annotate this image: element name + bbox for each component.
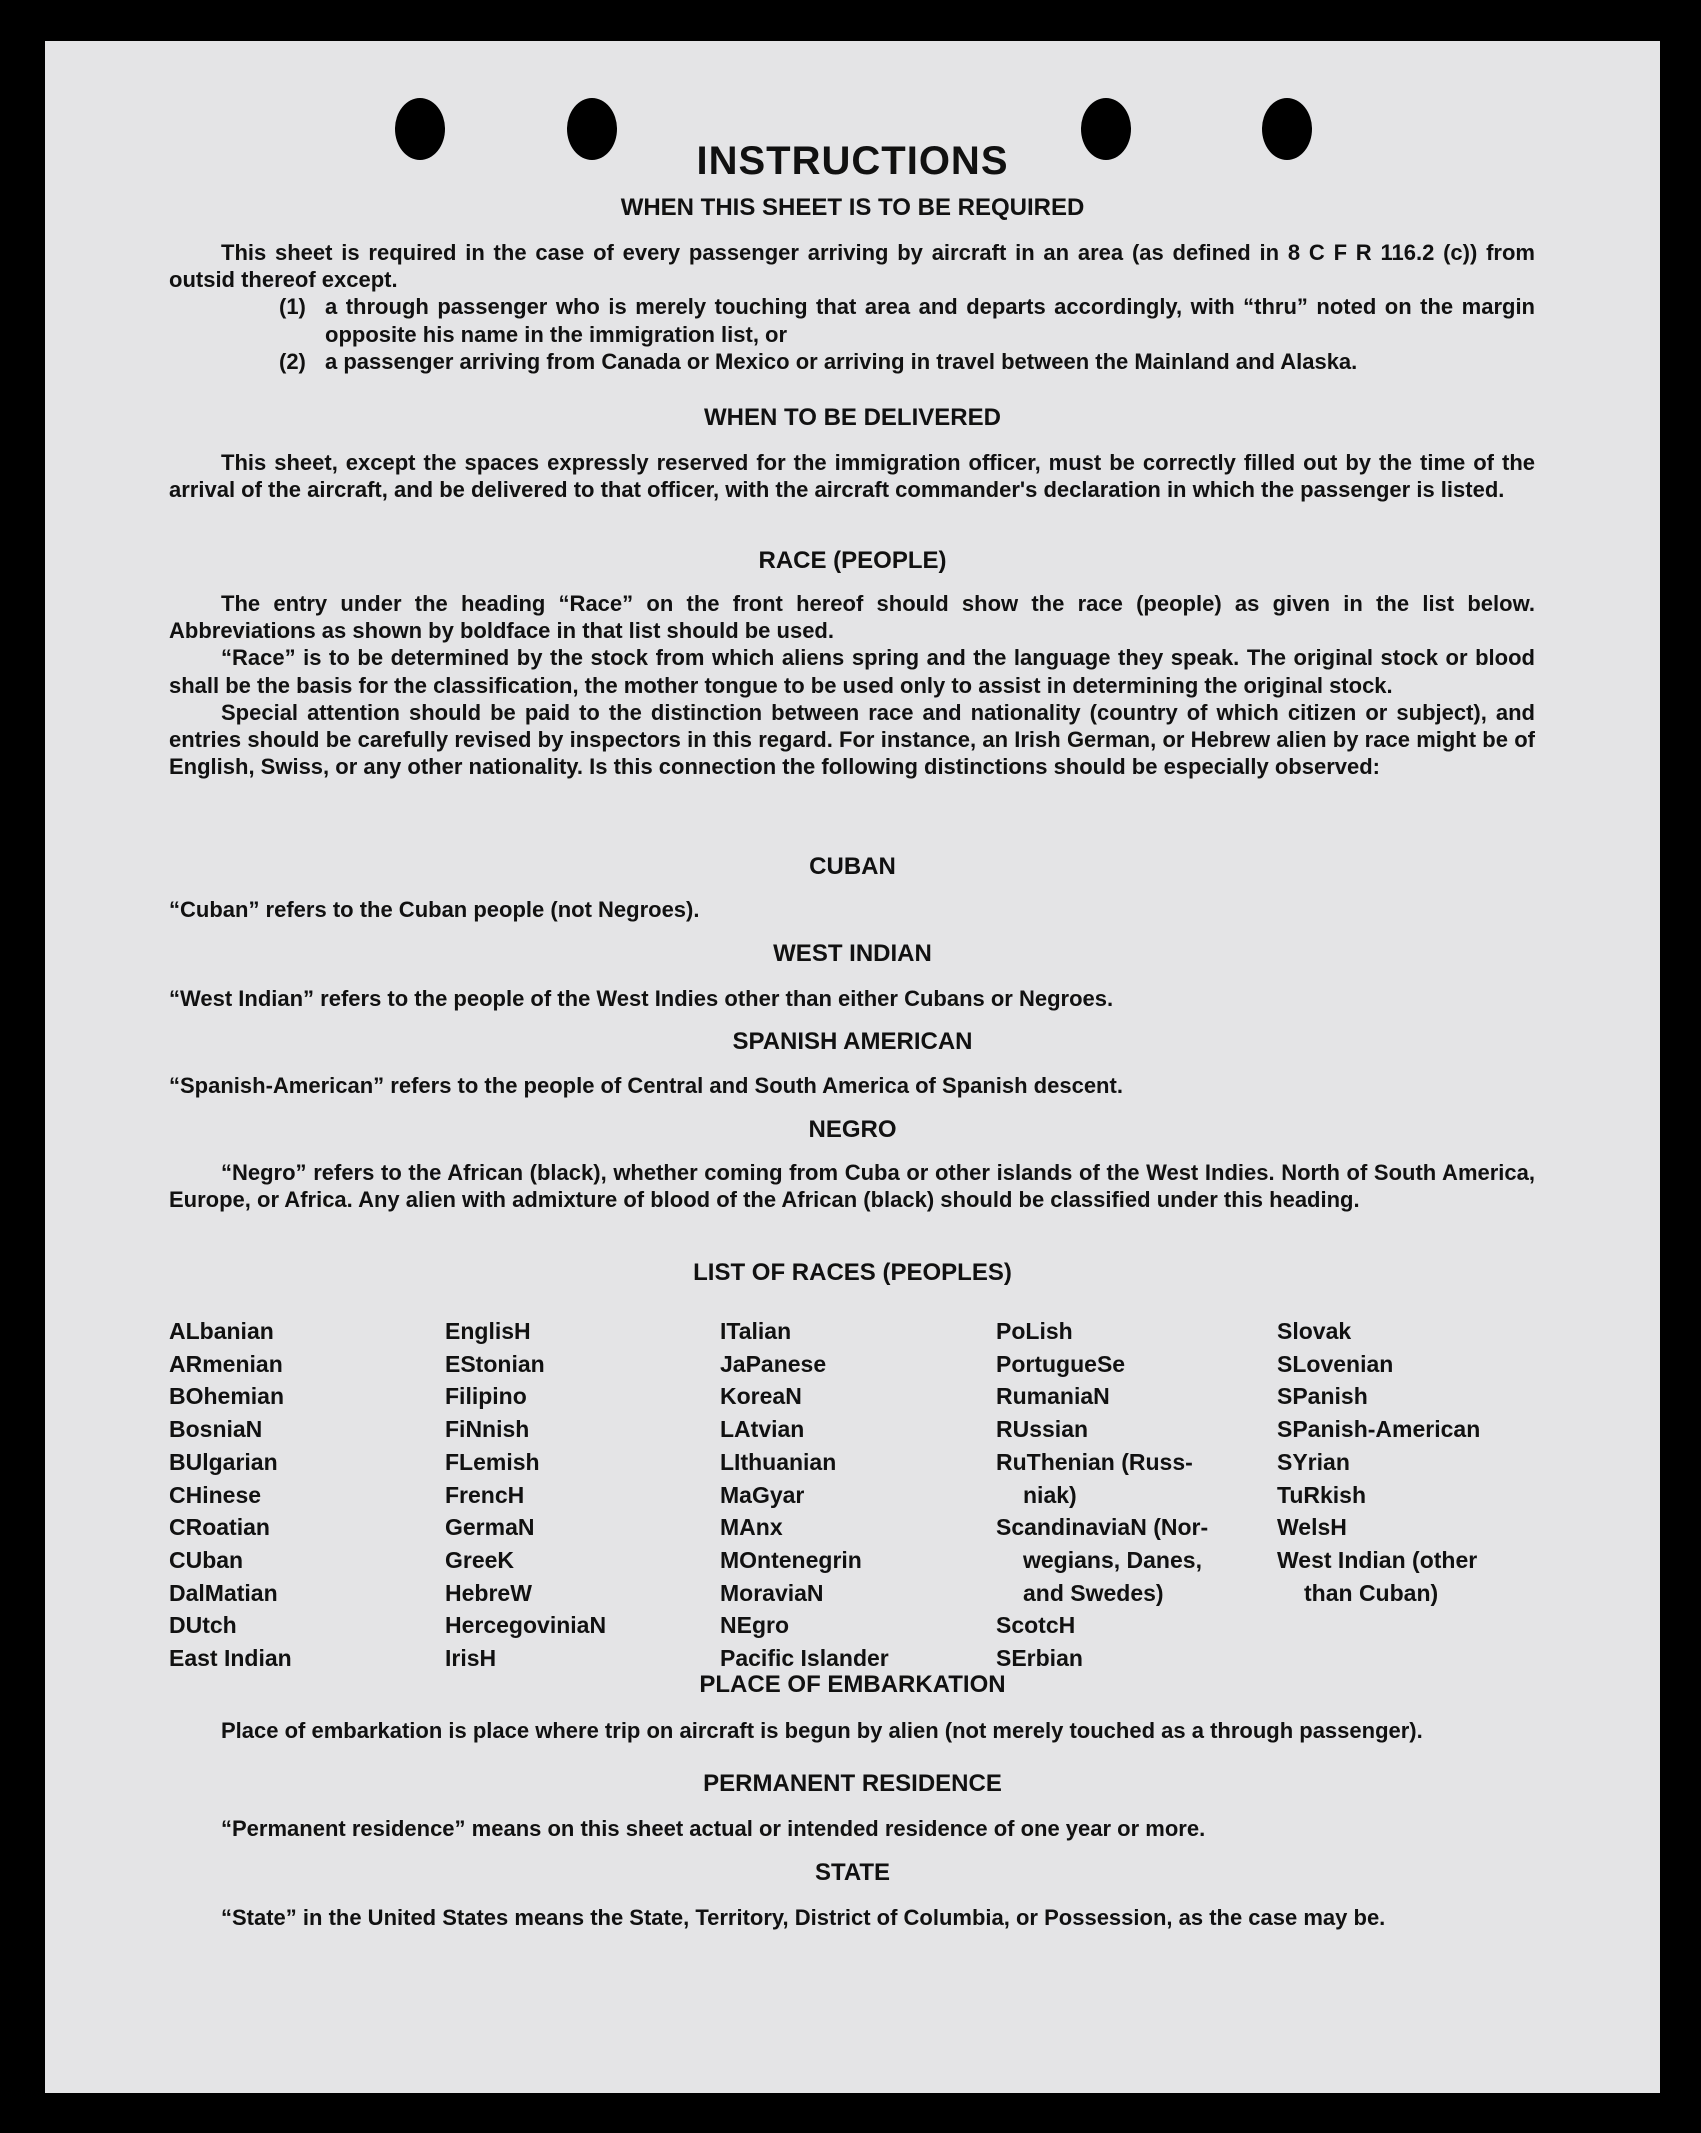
race-item: WelsH <box>1277 1514 1347 1541</box>
race-item: SYrian <box>1277 1448 1350 1475</box>
race-item: EnglisH <box>445 1318 531 1344</box>
heading-required: WHEN THIS SHEET IS TO BE REQUIRED <box>620 194 1085 221</box>
race-item: MAnx <box>720 1514 783 1541</box>
race-item: BosniaN <box>169 1416 263 1443</box>
race-item: HercegoviniaN <box>445 1612 607 1639</box>
section-required <box>169 239 1535 375</box>
heading-list-of-races: LIST OF RACES (PEOPLES) <box>693 1259 1012 1286</box>
spanish-american-text: “Spanish-American” refers to the people of Central and South America of Spanish descent. <box>169 1073 1123 1098</box>
west-indian-text: “West Indian” refers to the people of the West Indies other than either Cubans or Negroes. <box>169 986 1114 1011</box>
item-number: (2) <box>279 348 306 374</box>
race-item: FLemish <box>445 1448 540 1475</box>
race-item: PoLish <box>996 1318 1073 1344</box>
embarkation-text <box>169 1717 1535 1744</box>
race-item: SLovenian <box>1277 1350 1394 1377</box>
paragraph: “State” in the United States means the State, Territory, District of Columbia, or Possession, as the case may be. <box>221 1905 1386 1930</box>
item-number: (1) <box>279 294 306 320</box>
delivered-text <box>169 449 1535 503</box>
races-column-2 <box>445 1315 606 1675</box>
race-item: RuThenian (Russ- <box>996 1448 1193 1475</box>
race-item: FiNnish <box>445 1416 530 1443</box>
race-item: IrisH <box>445 1645 497 1672</box>
negro-text <box>169 1159 1535 1213</box>
heading-west-indian: WEST INDIAN <box>773 940 932 967</box>
item-text: a passenger arriving from Canada or Mexico or arriving in travel between the Mainland and Alaska. <box>325 348 1358 374</box>
race-item: MaGyar <box>720 1481 805 1508</box>
page-title: INSTRUCTIONS <box>696 139 1009 183</box>
cuban-text: “Cuban” refers to the Cuban people (not Negroes). <box>169 897 700 922</box>
race-item: CUban <box>169 1546 244 1573</box>
race-item: BOhemian <box>169 1383 285 1410</box>
paragraph: The entry under the heading “Race” on the front hereof should show the race (people) as given in the list below. Abbreviations as shown by boldface in that list should be used. <box>169 591 1535 644</box>
race-item: ScotcH <box>996 1612 1076 1639</box>
race-item: PortugueSe <box>996 1350 1126 1377</box>
paragraph: “Negro” refers to the African (black), whether coming from Cuba or other islands of the West Indies. North of South America, Europe, or Africa. Any alien with admixture of blood of the African (black) should be classified under this heading. <box>169 1160 1535 1213</box>
races-column-3 <box>720 1315 889 1675</box>
race-item: BUlgarian <box>169 1448 278 1475</box>
document-page <box>45 41 1660 2093</box>
race-item: CRoatian <box>169 1514 270 1541</box>
paragraph: “Permanent residence” means on this sheet actual or intended residence of one year or more. <box>221 1816 1206 1841</box>
race-item: ScandinaviaN (Nor- <box>996 1514 1209 1541</box>
heading-spanish-american: SPANISH AMERICAN <box>732 1028 973 1055</box>
race-item: ITalian <box>720 1318 792 1344</box>
race-item-continued: niak) <box>1023 1481 1077 1508</box>
race-item-continued: and Swedes) <box>1023 1579 1164 1606</box>
race-item: MoraviaN <box>720 1579 824 1606</box>
required-intro: This sheet is required in the case of every passenger arriving by aircraft in an area (as defined in 8 C F R 116.2 (c)) from outsid thereof except. <box>169 240 1535 293</box>
race-item: KoreaN <box>720 1383 802 1410</box>
paragraph: Special attention should be paid to the distinction between race and nationality (country of which citizen or subject), and entries should be carefully revised by inspectors in this regard. For instance, an Irish German, or Hebrew alien by race might be of English, Swiss, or any other nationality. Is this connection the following distinctions should be especially observed: <box>169 699 1535 780</box>
race-item-continued: than Cuban) <box>1304 1579 1439 1606</box>
race-item-continued: wegians, Danes, <box>1023 1546 1202 1573</box>
race-item: FrencH <box>445 1481 525 1508</box>
race-item: DalMatian <box>169 1579 278 1606</box>
race-item: East Indian <box>169 1645 292 1672</box>
race-item: SPanish <box>1277 1383 1368 1410</box>
race-item: West Indian (other <box>1277 1546 1478 1573</box>
race-item: JaPanese <box>720 1350 827 1377</box>
heading-race: RACE (PEOPLE) <box>758 547 947 574</box>
heading-cuban: CUBAN <box>809 853 896 880</box>
race-text <box>169 590 1535 780</box>
paragraph: This sheet, except the spaces expressly reserved for the immigration officer, must be correctly filled out by the time of the arrival of the aircraft, and be delivered to that officer, with the aircraft commander's declaration in which the passenger is listed. <box>169 450 1535 503</box>
state-text <box>169 1904 1535 1931</box>
race-item: GreeK <box>445 1546 515 1573</box>
race-item: SPanish-American <box>1277 1416 1481 1443</box>
race-item: GermaN <box>445 1514 535 1541</box>
race-item: ALbanian <box>169 1318 274 1344</box>
race-item: RumaniaN <box>996 1383 1110 1410</box>
race-item: MOntenegrin <box>720 1546 862 1573</box>
races-column-5 <box>1277 1315 1480 1609</box>
race-item: Slovak <box>1277 1318 1352 1344</box>
residence-text <box>169 1815 1535 1842</box>
heading-embarkation: PLACE OF EMBARKATION <box>699 1671 1006 1698</box>
races-column-1 <box>169 1315 292 1675</box>
exception-item-2 <box>169 348 1535 375</box>
race-item: Pacific Islander <box>720 1645 889 1672</box>
heading-delivered: WHEN TO BE DELIVERED <box>704 404 1001 431</box>
race-item: EStonian <box>445 1350 545 1377</box>
heading-negro: NEGRO <box>808 1116 897 1143</box>
race-item: Filipino <box>445 1383 527 1410</box>
race-item: DUtch <box>169 1612 237 1639</box>
heading-state: STATE <box>814 1859 891 1886</box>
race-item: LAtvian <box>720 1416 805 1443</box>
paragraph: “Race” is to be determined by the stock from which aliens spring and the language they speak. The original stock or blood shall be the basis for the classification, the mother tongue to be used only to assist in determining the original stock. <box>169 645 1535 698</box>
races-column-4 <box>996 1315 1208 1675</box>
race-item: RUssian <box>996 1416 1089 1443</box>
race-item: HebreW <box>445 1579 532 1606</box>
paragraph: Place of embarkation is place where trip on aircraft is begun by alien (not merely touched as a through passenger). <box>221 1718 1423 1743</box>
exception-item-1 <box>169 293 1535 347</box>
race-item: SErbian <box>996 1645 1083 1672</box>
race-item: ARmenian <box>169 1350 283 1377</box>
race-item: CHinese <box>169 1481 262 1508</box>
item-text: a through passenger who is merely touching that area and departs accordingly, with “thru” noted on the margin opposite his name in the immigration list, or <box>325 294 1535 347</box>
heading-residence: PERMANENT RESIDENCE <box>703 1770 1002 1797</box>
race-item: TuRkish <box>1277 1481 1367 1508</box>
race-item: LIthuanian <box>720 1448 837 1475</box>
race-item: NEgro <box>720 1612 789 1639</box>
